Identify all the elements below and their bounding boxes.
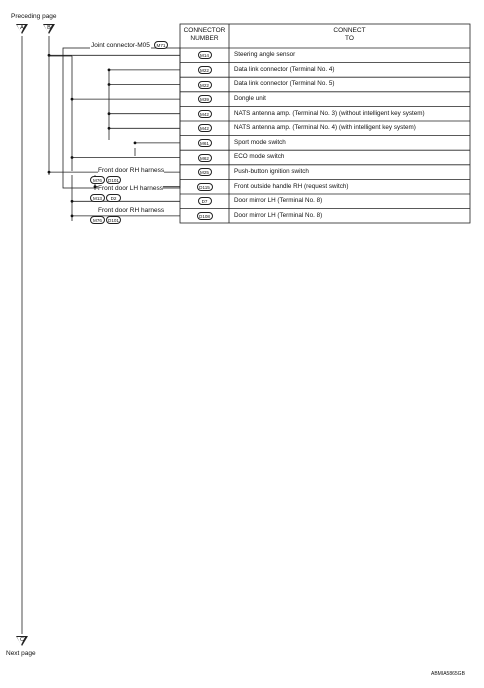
harness-connector-code: M76 xyxy=(90,176,105,184)
connector-code: M42 xyxy=(198,124,212,132)
next-page-label: Next page xyxy=(6,650,36,657)
connect-to-label: Dongle unit xyxy=(234,94,266,102)
connect-to-label: Data link connector (Terminal No. 5) xyxy=(234,80,335,88)
harness-connector-code: D101 xyxy=(106,216,121,224)
connect-to-label: Door mirror LH (Terminal No. 8) xyxy=(234,197,323,205)
harness-label: Front door RH harness xyxy=(98,167,165,174)
harness-label: Front door RH harness xyxy=(98,207,165,214)
connector-code: M14 xyxy=(198,51,212,59)
connector-code: M22 xyxy=(198,66,212,74)
connect-to-label: Data link connector (Terminal No. 4) xyxy=(234,65,335,73)
connect-to-label: Sport mode switch xyxy=(234,138,286,146)
marker-c-label: C xyxy=(20,636,24,643)
connect-to-label: Steering angle sensor xyxy=(234,51,296,59)
harness-label: Front door LH harness xyxy=(98,185,164,192)
connect-to-label: Push-button ignition switch xyxy=(234,167,309,175)
connector-code: M39 xyxy=(198,95,212,103)
header-connect-to: CONNECT TO xyxy=(333,27,366,43)
connector-code: M42 xyxy=(198,110,212,118)
marker-a-label: A xyxy=(20,24,24,31)
connector-code: D108 xyxy=(197,212,213,220)
joint-connector-code: M71 xyxy=(154,41,168,49)
connector-code: D7 xyxy=(198,197,212,205)
connector-code: M62 xyxy=(198,154,212,162)
connect-to-label: Door mirror LH (Terminal No. 8) xyxy=(234,211,323,219)
connector-code: D115 xyxy=(197,183,213,191)
preceding-page-label: Preceding page xyxy=(11,13,57,20)
connect-to-label: NATS antenna amp. (Terminal No. 4) (with intelligent key system) xyxy=(234,124,416,132)
connect-to-label: ECO mode switch xyxy=(234,153,285,161)
harness-connector-code: D2 xyxy=(106,194,121,202)
connector-code: M61 xyxy=(198,139,212,147)
connector-code: M22 xyxy=(198,81,212,89)
header-connector-number: CONNECTOR NUMBER xyxy=(183,27,226,43)
harness-connector-code: M76 xyxy=(90,216,105,224)
harness-connector-code: M13 xyxy=(90,194,105,202)
marker-b-label: B xyxy=(47,24,51,31)
connect-to-label: NATS antenna amp. (Terminal No. 3) (without intelligent key system) xyxy=(234,109,425,117)
harness-connector-code: D101 xyxy=(106,176,121,184)
connect-to-label: Front outside handle RH (request switch) xyxy=(234,182,349,190)
connector-code: M25 xyxy=(198,168,212,176)
joint-connector-label: Joint connector-M05 xyxy=(91,42,150,49)
figure-id: ABMIA5865GB xyxy=(431,671,465,677)
